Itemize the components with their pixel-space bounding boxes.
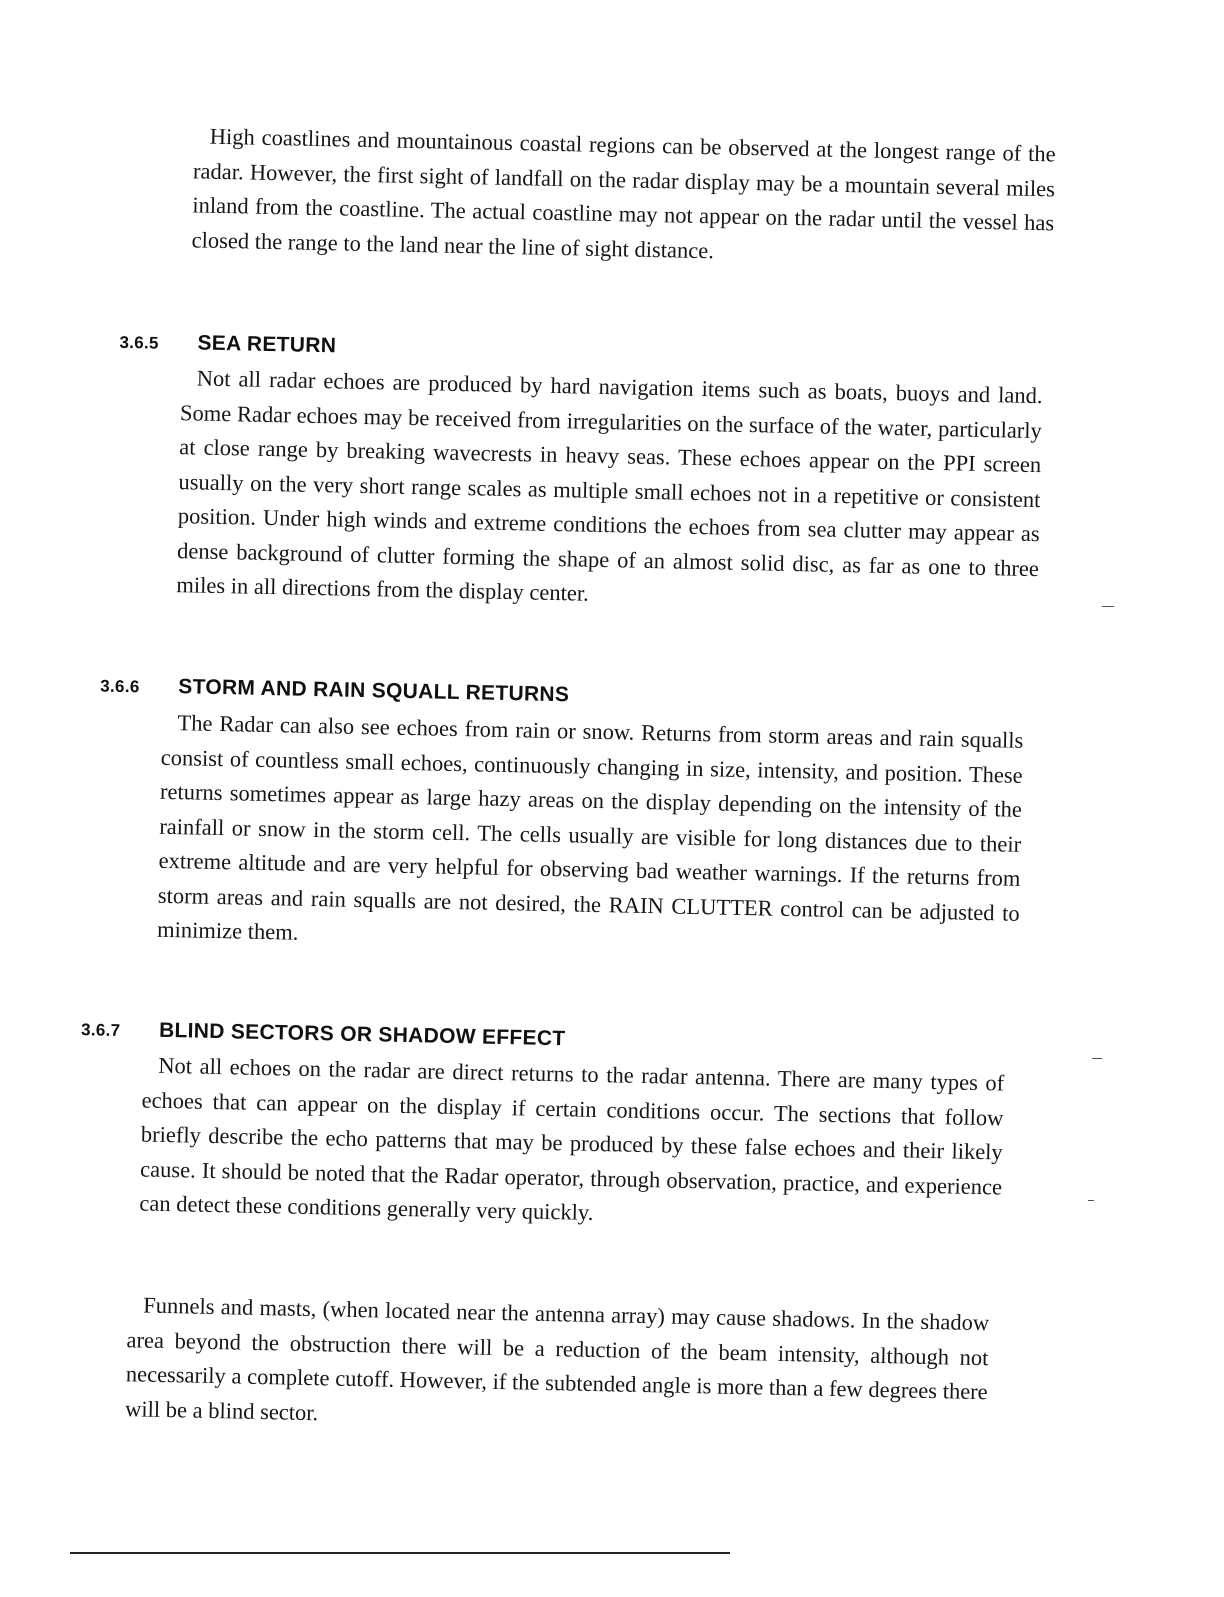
- margin-mark: [1102, 606, 1114, 607]
- margin-mark: [1088, 1200, 1094, 1201]
- section-title: BLIND SECTORS OR SHADOW EFFECT: [158, 1018, 566, 1051]
- intro-paragraph: [191, 119, 1056, 275]
- funnels-masts-paragraph: [125, 1288, 990, 1444]
- section-title: STORM AND RAIN SQUALL RETURNS: [178, 675, 570, 707]
- section-heading-3-6-5: [119, 330, 336, 359]
- footer-rule: [70, 1552, 730, 1554]
- section-title: SEA RETURN: [197, 331, 337, 358]
- section-number: 3.6.6: [100, 676, 140, 697]
- intro-text: High coastlines and mountainous coastal regions can be observed at the longest range of the radar. However, the first sight of landfall on the radar display may be a mountain several miles inland from the coastline. The actual coastline may not appear on the radar until the vessel has closed the range to the land near the line of sight distance.: [191, 123, 1056, 263]
- section-number: 3.6.7: [80, 1020, 121, 1041]
- storm-rain-paragraph: [157, 706, 1024, 965]
- section-heading-3-6-7: [81, 1017, 566, 1051]
- paragraph-text: The Radar can also see echoes from rain or snow. Returns from storm areas and rain squalls consist of countless small echoes, continuously changing in size, intensity, and position. These returns sometimes appear as large hazy areas on the display depending on the intensity of the rainfall or snow in the storm cell. The cells usually are visible for long distances due to their extreme altitude and are very helpful for observing bad weather warnings. If the returns from storm areas and rain squalls are not desired, the RAIN CLUTTER control can be adjusted to minimize them.: [156, 710, 1024, 945]
- blind-sectors-paragraph: [139, 1048, 1004, 1239]
- section-heading-3-6-6: [100, 674, 569, 708]
- section-number: 3.6.5: [119, 332, 159, 353]
- paragraph-text: Funnels and masts, (when located near the antenna array) may cause shadows. In the shadow area beyond the obstruction there will be a reduction of the beam intensity, although not necessarily a complete cutoff. However, if the subtended angle is more than a few degrees there will be a blind sector.: [124, 1292, 990, 1425]
- margin-mark: [1092, 1058, 1102, 1059]
- paragraph-text: Not all radar echoes are produced by hard navigation items such as boats, buoys and land. Some Radar echoes may be received from irregularities on the surface of the water, particularly at close range by breaking wavecrests in heavy seas. These echoes appear on the PPI screen usually on the very short range scales as multiple small echoes not in a repetitive or consistent position. Under high winds and extreme conditions the echoes from sea clutter may appear as dense background of clutter forming the shape of an almost solid disc, as far as one to three miles in all directions from the display center.: [176, 365, 1043, 606]
- paragraph-text: Not all echoes on the radar are direct returns to the radar antenna. There are many types of echoes that can appear on the display if certain conditions occur. The sections that follow briefly describe the echo patterns that may be produced by these false echoes and their likely cause. It should be noted that the Radar operator, through observation, practice, and experience can detect these conditions generally very quickly.: [139, 1052, 1005, 1225]
- sea-return-paragraph: [176, 361, 1043, 620]
